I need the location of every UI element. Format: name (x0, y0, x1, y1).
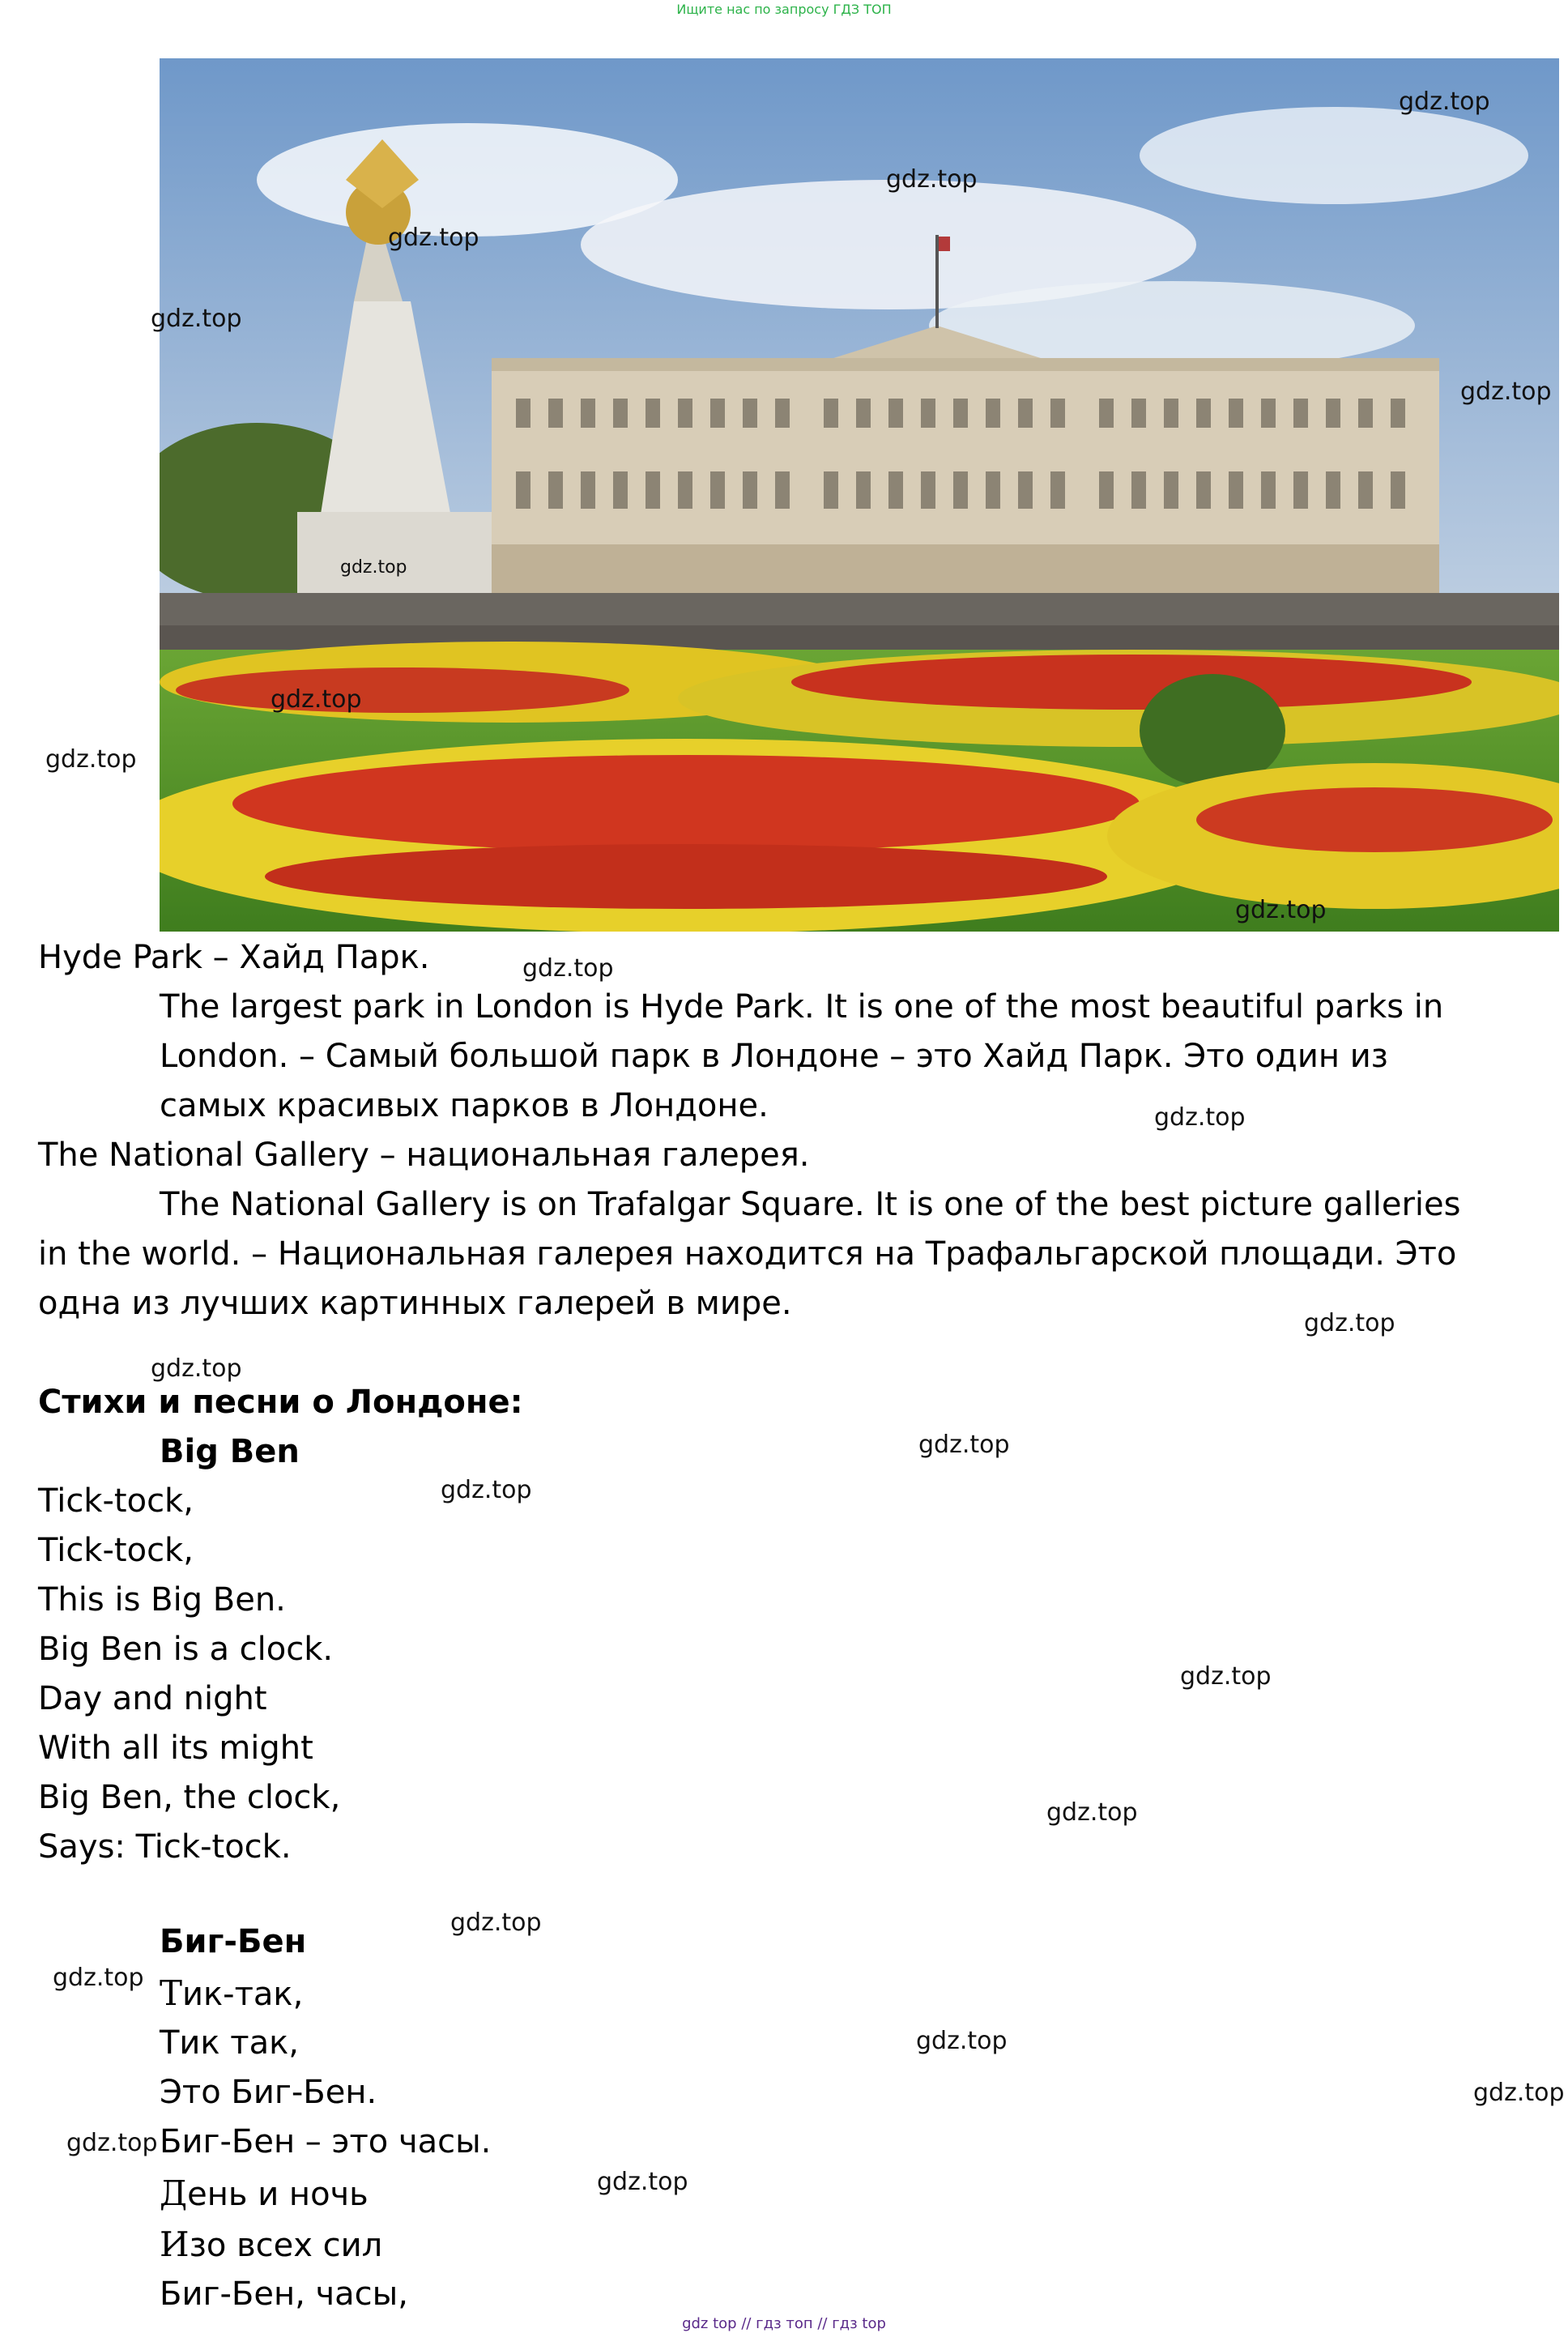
poem-ru-line-3: Это Биг-Бен. (160, 2074, 377, 2111)
poem-en-line: Tick-tock, (38, 1482, 194, 1520)
poem-ru-line-2: Тик так, (160, 2024, 299, 2062)
top-banner[interactable]: Ищите нас по запросу ГДЗ ТОП (676, 2, 892, 17)
hyde-park-title: Hyde Park – Хайд Парк. (38, 939, 430, 976)
watermark: gdz.top (151, 1354, 242, 1383)
watermark: gdz.top (1180, 1662, 1272, 1691)
watermark: gdz.top (886, 165, 978, 194)
watermark: gdz.top (916, 2027, 1008, 2055)
poem-en-line: This is Big Ben. (38, 1581, 286, 1619)
watermark: gdz.top (271, 685, 362, 714)
watermark: gdz.top (1046, 1798, 1138, 1827)
watermark: gdz.top (1399, 87, 1490, 116)
watermark: gdz.top (1154, 1103, 1246, 1132)
drop-letter: И (160, 2224, 190, 2264)
poem-ru-line-text: ик-так, (182, 1976, 304, 2013)
watermark: gdz.top (441, 1476, 532, 1504)
watermark: gdz.top (1304, 1309, 1395, 1337)
poem-en-line: Tick-tock, (38, 1532, 194, 1569)
hyde-park-line-3: самых красивых парков в Лондоне. (160, 1087, 769, 1124)
watermark: gdz.top (388, 224, 479, 252)
poem-ru-line-1 (160, 1968, 303, 2020)
watermark: gdz.top (1473, 2079, 1565, 2107)
poems-heading: Стихи и песни о Лондоне: (38, 1384, 523, 1421)
poem-ru-line-7: Биг-Бен, часы, (160, 2275, 408, 2313)
poem-ru-line-6 (160, 2220, 382, 2271)
national-gallery-line-3: одна из лучших картинных галерей в мире. (38, 1285, 792, 1322)
watermark: gdz.top (1460, 377, 1552, 406)
hyde-park-line-2: London. – Самый большой парк в Лондоне – это Хайд Парк. Это один из (160, 1038, 1388, 1075)
watermark: gdz.top (66, 2129, 158, 2157)
poem-en-line: With all its might (38, 1729, 313, 1767)
drop-letter: Т (160, 1973, 183, 2013)
poem-ru-line-text: ень и ночь (187, 2176, 369, 2213)
buckingham-palace-photo (160, 58, 1559, 932)
watermark: gdz.top (918, 1431, 1010, 1459)
national-gallery-line-2: in the world. – Национальная галерея находится на Трафальгарской площади. Это (38, 1235, 1457, 1273)
poem-ru-line-text: зо всех сил (189, 2227, 383, 2264)
poem-en-line: Big Ben is a clock. (38, 1631, 334, 1668)
poem-en-line: Says: Tick-tock. (38, 1828, 292, 1866)
national-gallery-title: The National Gallery – национальная галерея. (38, 1137, 810, 1174)
poem-en-title: Big Ben (160, 1433, 300, 1470)
poem-ru-line-4: Биг-Бен – это часы. (160, 2123, 492, 2160)
poem-en-line: Day and night (38, 1680, 267, 1717)
watermark: gdz.top (1235, 896, 1327, 924)
watermark: gdz.top (522, 954, 614, 983)
poem-en-line: Big Ben, the clock, (38, 1779, 341, 1816)
poem-ru-line-5 (160, 2169, 369, 2220)
watermark: gdz.top (45, 745, 137, 774)
watermark: gdz.top (597, 2168, 688, 2196)
poem-ru-title: Биг-Бен (160, 1923, 307, 1960)
watermark: gdz.top (450, 1909, 542, 1937)
watermark: gdz.top (340, 557, 407, 578)
drop-letter: Д (160, 2173, 188, 2213)
watermark: gdz.top (53, 1964, 144, 1992)
watermark: gdz.top (151, 305, 242, 333)
footer[interactable]: gdz top // гдз топ // гдз top (682, 2315, 886, 2332)
hyde-park-line-1: The largest park in London is Hyde Park. It is one of the most beautiful parks in (160, 988, 1444, 1026)
national-gallery-line-1: The National Gallery is on Trafalgar Square. It is one of the best picture galleries (160, 1186, 1461, 1223)
